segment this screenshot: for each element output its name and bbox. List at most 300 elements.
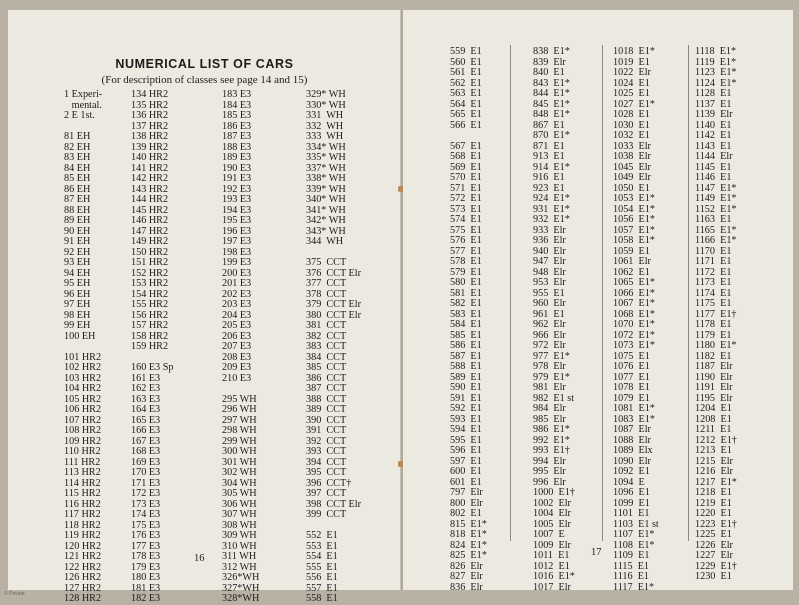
car-list-entry: 300 WH (222, 446, 257, 457)
car-list-entry: 154 HR2 (131, 288, 169, 300)
car-list-entry: 1094 E (613, 476, 645, 488)
car-list-entry: 984 Elr (533, 403, 566, 414)
car-list-entry: 330* WH (306, 99, 346, 111)
car-list-entry: 1213 E1 (695, 445, 732, 456)
car-list-entry: 1115 E1 (613, 560, 650, 572)
car-list-entry: 210 E3 (222, 372, 252, 384)
car-list-entry: 150 HR2 (131, 246, 169, 258)
car-list-entry: 174 E3 (131, 509, 161, 520)
car-list-entry: 587 E1 (450, 350, 482, 362)
image-credit: © Private (4, 591, 25, 597)
car-list-entry: 158 HR2 (131, 330, 169, 342)
car-list-entry: 960 Elr (533, 298, 566, 309)
car-list-entry: 867 E1 (533, 119, 565, 131)
car-list-entry: 1038 Elr (613, 151, 651, 162)
car-list-entry: 162 E3 (131, 383, 161, 394)
car-list-entry: 1226 Elr (695, 539, 733, 551)
car-list-entry: 344 WH (306, 236, 344, 247)
car-list-entry: 392 CCT (306, 435, 347, 447)
car-list-entry: 383 CCT (306, 341, 347, 352)
car-list-entry: 1016 E1* (533, 571, 575, 582)
car-list-entry: 932 E1* (533, 214, 570, 225)
car-list-entry: 844 E1* (533, 88, 570, 99)
left-column-1 (64, 90, 102, 605)
car-list-entry: 590 E1 (450, 382, 482, 393)
car-list-entry: 553 E1 (306, 540, 338, 552)
car-list-entry: 176 E3 (131, 530, 161, 541)
car-list-entry: 83 EH (64, 152, 91, 163)
car-list-entry: 982 E1 st (533, 392, 575, 404)
car-list-entry: 1022 Elr (613, 67, 651, 78)
car-list-entry: 302 WH (222, 467, 257, 478)
page-number-right: 17 (591, 547, 602, 558)
right-column-1 (450, 47, 487, 593)
car-list-entry: 1119 E1* (695, 56, 737, 68)
car-list-entry: 107 HR2 (64, 414, 102, 426)
car-list-entry: 390 CCT (306, 414, 347, 426)
car-list-entry: 156 HR2 (131, 309, 169, 321)
car-list-entry: 1146 E1 (695, 172, 732, 183)
car-list-entry: 96 EH (64, 288, 91, 300)
car-list-entry: 1053 E1* (613, 193, 655, 204)
car-list-entry: 588 E1 (450, 361, 482, 372)
car-list-entry: 1204 E1 (695, 403, 732, 414)
car-list-entry: 1033 Elr (613, 140, 651, 152)
car-list-entry: 1212 E1† (695, 434, 737, 446)
car-list-entry: 201 E3 (222, 278, 252, 289)
car-list-entry: 298 WH (222, 425, 257, 436)
car-list-entry: 140 HR2 (131, 152, 169, 163)
car-list-entry: 85 EH (64, 173, 91, 184)
car-list-entry: 312 WH (222, 561, 257, 573)
right-column-3 (613, 47, 659, 593)
car-list-entry: 167 E3 (131, 435, 161, 447)
car-list-entry: 569 E1 (450, 161, 482, 173)
car-list-entry: 1065 E1* (613, 277, 655, 288)
car-list-entry: 1027 E1* (613, 98, 655, 110)
car-list-entry: 143 HR2 (131, 183, 169, 195)
car-list-entry: 136 HR2 (131, 110, 169, 121)
car-list-entry: 142 HR2 (131, 173, 169, 184)
car-list-entry: 145 HR2 (131, 204, 169, 216)
car-list-entry: 86 EH (64, 183, 91, 195)
car-list-entry: 387 CCT (306, 383, 347, 394)
car-list-entry: 575 E1 (450, 224, 482, 236)
car-list-entry: 1218 E1 (695, 487, 732, 498)
car-list-entry: 836 Elr (450, 581, 483, 593)
car-list-entry: 144 HR2 (131, 194, 169, 205)
car-list-entry: 179 E3 (131, 561, 161, 573)
car-list-entry: 1172 E1 (695, 266, 732, 278)
car-list-entry: 578 E1 (450, 256, 482, 267)
car-list-entry: 1190 Elr (695, 371, 733, 383)
car-list-entry: 564 E1 (450, 98, 482, 110)
car-list-entry: 104 HR2 (64, 383, 102, 394)
car-list-entry: 1067 E1* (613, 298, 655, 309)
car-list-entry: 931 E1* (533, 203, 570, 215)
car-list-entry: 940 Elr (533, 245, 566, 257)
car-list-entry: 1025 E1 (613, 88, 650, 99)
left-column-2 (131, 90, 173, 605)
car-list-entry: 923 E1 (533, 182, 565, 194)
car-list-entry: 109 HR2 (64, 435, 102, 447)
car-list-entry: 1099 E1 (613, 497, 650, 509)
car-list-entry: 1009 Elr (533, 539, 571, 551)
car-list-entry: 309 WH (222, 530, 257, 541)
right-page (403, 10, 793, 593)
car-list-entry: mental. (64, 99, 102, 111)
car-list-entry: 149 HR2 (131, 236, 169, 247)
car-list-entry: 101 HR2 (64, 351, 102, 363)
car-list-entry: 567 E1 (450, 140, 482, 152)
car-list-entry: 1072 E1* (613, 329, 655, 341)
car-list-entry: 382 CCT (306, 330, 347, 342)
car-list-entry: 110 HR2 (64, 446, 101, 457)
car-list-entry: 299 WH (222, 435, 257, 447)
car-list-entry: 311 WH (222, 551, 257, 562)
car-list-entry: 558 E1 (306, 593, 338, 604)
car-list-entry: 139 HR2 (131, 141, 169, 153)
car-list-entry: 827 Elr (450, 571, 483, 582)
car-list-entry: 1070 E1* (613, 319, 655, 330)
car-list-entry: 1217 E1* (695, 476, 737, 488)
car-list-entry: 554 E1 (306, 551, 338, 562)
car-list-entry: 189 E3 (222, 152, 252, 163)
car-list-entry: 376 CCT Elr (306, 267, 361, 279)
car-list-entry: 168 E3 (131, 446, 161, 457)
car-list-entry: 559 E1 (450, 46, 482, 57)
car-list-entry: 1171 E1 (695, 256, 732, 267)
car-list-entry: 555 E1 (306, 561, 338, 573)
car-list-entry: 848 E1* (533, 109, 570, 120)
car-list-entry: 589 E1 (450, 371, 482, 383)
car-list-entry: 152 HR2 (131, 267, 169, 279)
car-list-entry: 165 E3 (131, 414, 161, 426)
car-list-entry: 1032 E1 (613, 130, 650, 141)
car-list-entry: 1068 E1* (613, 308, 655, 320)
car-list-entry: 115 HR2 (64, 488, 101, 499)
car-list-entry: 572 E1 (450, 193, 482, 204)
car-list-entry: 89 EH (64, 215, 91, 226)
car-list-entry: 1066 E1* (613, 287, 655, 299)
car-list-entry: 1145 E1 (695, 161, 732, 173)
car-list-entry: 1195 Elr (695, 392, 733, 404)
car-list-entry: 1191 Elr (695, 382, 733, 393)
car-list-entry: 993 E1† (533, 445, 570, 456)
car-list-entry: 1028 E1 (613, 109, 650, 120)
car-list-entry: 591 E1 (450, 392, 482, 404)
car-list-entry: 185 E3 (222, 110, 252, 121)
car-list-entry: 1177 E1† (695, 308, 737, 320)
car-list-entry: 1123 E1* (695, 67, 737, 78)
car-list-entry: 153 HR2 (131, 278, 169, 289)
car-list-entry: 81 EH (64, 131, 91, 142)
car-list-entry: 1227 Elr (695, 550, 733, 561)
car-list-entry: 342* WH (306, 215, 346, 226)
car-list-entry: 581 E1 (450, 287, 482, 299)
car-list-entry: 128 HR2 (64, 593, 102, 604)
car-list-entry: 838 E1* (533, 46, 570, 57)
car-list-entry: 552 E1 (306, 530, 338, 541)
car-list-entry: 202 E3 (222, 288, 252, 300)
car-list-entry: 1225 E1 (695, 529, 732, 540)
car-list-entry: 1173 E1 (695, 277, 732, 288)
car-list-entry: 992 E1* (533, 434, 570, 446)
car-list-entry: 146 HR2 (131, 215, 169, 226)
car-list-entry: 1101 E1 (613, 508, 650, 519)
car-list-entry: 916 E1 (533, 172, 565, 183)
car-list-entry: 381 CCT (306, 320, 347, 331)
car-list-entry: 1089 Elx (613, 445, 653, 456)
car-list-entry: 573 E1 (450, 203, 482, 215)
car-list-entry: 1182 E1 (695, 350, 732, 362)
car-list-entry: 169 E3 (131, 456, 161, 468)
car-list-entry: 379 CCT Elr (306, 299, 361, 310)
car-list-entry: 981 Elr (533, 382, 566, 393)
car-list-entry: 331 WH (306, 110, 344, 121)
car-list-entry: 1124 E1* (695, 77, 737, 89)
car-list-entry: 1215 Elr (695, 455, 733, 467)
car-list-entry: 1079 E1 (613, 392, 650, 404)
car-list-entry: 1149 E1* (695, 193, 737, 204)
car-list-entry: 334* WH (306, 141, 346, 153)
car-list-entry: 1061 Elr (613, 256, 651, 267)
car-list-entry: 1045 Elr (613, 161, 651, 173)
car-list-entry: 1170 E1 (695, 245, 732, 257)
car-list-entry: 961 E1 (533, 308, 565, 320)
car-list-entry: 584 E1 (450, 319, 482, 330)
car-list-entry: 84 EH (64, 162, 91, 174)
car-list-entry: 113 HR2 (64, 467, 101, 478)
car-list-entry: 936 Elr (533, 235, 566, 246)
car-list-entry: 166 E3 (131, 425, 161, 436)
car-list-entry: 341* WH (306, 204, 346, 216)
car-list-entry: 1059 E1 (613, 245, 650, 257)
car-list-entry: 840 E1 (533, 67, 565, 78)
car-list-entry: 103 HR2 (64, 372, 102, 384)
car-list-entry: 138 HR2 (131, 131, 169, 142)
car-list-entry: 160 E3 Sp (131, 362, 174, 373)
list-subtitle: (For description of classes see page 14 and 15) (101, 74, 308, 86)
car-list-entry: 843 E1* (533, 77, 570, 89)
car-list-entry: 194 E3 (222, 204, 252, 216)
column-rule-3 (688, 45, 689, 541)
car-list-entry: 171 E3 (131, 477, 161, 489)
right-column-4 (695, 47, 737, 583)
car-list-entry: 1012 E1 (533, 560, 570, 572)
car-list-entry: 948 Elr (533, 266, 566, 278)
car-list-entry: 962 Elr (533, 319, 566, 330)
car-list-entry: 800 Elr (450, 497, 483, 509)
car-list-entry: 343* WH (306, 225, 346, 237)
car-list-entry: 180 E3 (131, 572, 161, 583)
car-list-entry: 1230 E1 (695, 571, 732, 582)
car-list-entry: 582 E1 (450, 298, 482, 309)
car-list-entry: 1180 E1* (695, 340, 737, 351)
car-list-entry: 393 CCT (306, 446, 347, 457)
car-list-entry: 1005 Elr (533, 518, 571, 530)
car-list-entry: 102 HR2 (64, 362, 102, 373)
car-list-entry: 1096 E1 (613, 487, 650, 498)
car-list-entry: 95 EH (64, 278, 91, 289)
left-column-3 (222, 90, 259, 605)
car-list-entry: 195 E3 (222, 215, 252, 226)
car-list-entry: 1137 E1 (695, 98, 732, 110)
car-list-entry: 568 E1 (450, 151, 482, 162)
car-list-entry: 2 E 1st. (64, 110, 95, 121)
list-title: NUMERICAL LIST OF CARS (115, 57, 294, 71)
left-column-4 (306, 90, 361, 605)
car-list-entry: 208 E3 (222, 351, 252, 363)
car-list-entry: 577 E1 (450, 245, 482, 257)
car-list-entry: 98 EH (64, 309, 91, 321)
car-list-entry: 1056 E1* (613, 214, 655, 225)
car-list-entry: 126 HR2 (64, 572, 102, 583)
car-list-entry: 394 CCT (306, 456, 347, 468)
car-list-entry: 134 HR2 (131, 89, 169, 100)
car-list-entry: 1107 E1* (613, 529, 655, 540)
car-list-entry: 203 E3 (222, 299, 252, 310)
car-list-entry: 193 E3 (222, 194, 252, 205)
car-list-entry: 802 E1 (450, 508, 482, 519)
car-list-entry: 1178 E1 (695, 319, 732, 330)
car-list-entry: 377 CCT (306, 278, 347, 289)
car-list-entry: 396 CCT† (306, 477, 352, 489)
car-list-entry: 117 HR2 (64, 509, 101, 520)
car-list-entry: 380 CCT Elr (306, 309, 361, 321)
car-list-entry: 164 E3 (131, 404, 161, 415)
car-list-entry: 1211 E1 (695, 424, 732, 435)
car-list-entry: 1004 Elr (533, 508, 571, 519)
car-list-entry: 1088 Elr (613, 434, 651, 446)
car-list-entry: 310 WH (222, 540, 257, 552)
car-list-entry: 205 E3 (222, 320, 252, 331)
car-list-entry: 137 HR2 (131, 120, 169, 132)
car-list-entry: 1117 E1* (613, 581, 655, 593)
car-list-entry: 108 HR2 (64, 425, 102, 436)
car-list-entry: 327*WH (222, 582, 260, 594)
car-list-entry: 197 E3 (222, 236, 252, 247)
car-list-entry: 170 E3 (131, 467, 161, 478)
car-list-entry: 116 HR2 (64, 498, 101, 510)
car-list-entry: 972 Elr (533, 340, 566, 351)
car-list-entry: 1109 E1 (613, 550, 650, 561)
car-list-entry: 151 HR2 (131, 257, 169, 268)
car-list-entry: 338* WH (306, 173, 346, 184)
car-list-entry: 206 E3 (222, 330, 252, 342)
car-list-entry: 91 EH (64, 236, 91, 247)
car-list-entry: 308 WH (222, 519, 257, 531)
car-list-entry: 953 Elr (533, 277, 566, 288)
car-list-entry: 1116 E1 (613, 571, 650, 582)
car-list-entry (450, 131, 487, 142)
car-list-entry: 1139 Elr (695, 109, 733, 120)
car-list-entry: 1030 E1 (613, 119, 650, 131)
car-list-entry: 870 E1* (533, 130, 570, 141)
car-list-entry: 333 WH (306, 131, 344, 142)
car-list-entry: 186 E3 (222, 120, 252, 132)
column-rule-2 (602, 45, 603, 541)
car-list-entry: 563 E1 (450, 88, 482, 99)
car-list-entry: 600 E1 (450, 466, 482, 477)
car-list-entry: 340* WH (306, 194, 346, 205)
car-list-entry: 1049 Elr (613, 172, 651, 183)
car-list-entry: 147 HR2 (131, 225, 169, 237)
car-list-entry: 557 E1 (306, 582, 338, 594)
car-list-entry: 1229 E1† (695, 560, 737, 572)
car-list-entry: 1142 E1 (695, 130, 732, 141)
car-list-entry: 1118 E1* (695, 46, 737, 57)
car-list-entry: 594 E1 (450, 424, 482, 435)
car-list-entry: 335* WH (306, 152, 346, 163)
car-list-entry: 296 WH (222, 404, 257, 415)
car-list-entry: 1081 E1* (613, 403, 655, 414)
car-list-entry: 986 E1* (533, 424, 570, 435)
car-list-entry: 574 E1 (450, 214, 482, 225)
car-list-entry: 583 E1 (450, 308, 482, 320)
car-list-entry: 135 HR2 (131, 99, 169, 111)
car-list-entry: 384 CCT (306, 351, 347, 363)
car-list-entry: 1103 E1 st (613, 518, 659, 530)
car-list-entry: 562 E1 (450, 77, 482, 89)
car-list-entry: 1058 E1* (613, 235, 655, 246)
car-list-entry: 307 WH (222, 509, 257, 520)
car-list-entry: 592 E1 (450, 403, 482, 414)
car-list-entry: 818 E1* (450, 529, 487, 540)
car-list-entry: 88 EH (64, 204, 91, 216)
car-list-entry: 326*WH (222, 572, 260, 583)
car-list-entry: 93 EH (64, 257, 91, 268)
car-list-entry: 207 E3 (222, 341, 252, 352)
car-list-entry: 200 E3 (222, 267, 252, 279)
car-list-entry: 1018 E1* (613, 46, 655, 57)
column-rule-1 (510, 45, 511, 541)
car-list-entry: 825 E1* (450, 550, 487, 561)
car-list-entry: 1144 Elr (695, 151, 733, 162)
car-list-entry: 329* WH (306, 89, 346, 100)
car-list-entry: 99 EH (64, 320, 91, 331)
car-list-entry: 839 Elr (533, 56, 566, 68)
car-list-entry: 566 E1 (450, 119, 482, 131)
car-list-entry: 571 E1 (450, 182, 482, 194)
car-list-entry: 87 EH (64, 194, 91, 205)
car-list-entry: 100 EH (64, 330, 96, 342)
car-list-entry: 1166 E1* (695, 235, 737, 246)
car-list-entry: 1220 E1 (695, 508, 732, 519)
car-list-entry: 579 E1 (450, 266, 482, 278)
car-list-entry: 978 Elr (533, 361, 566, 372)
car-list-entry: 97 EH (64, 299, 91, 310)
car-list-entry: 1108 E1* (613, 539, 655, 551)
car-list-entry: 182 E3 (131, 593, 161, 604)
car-list-entry: 595 E1 (450, 434, 482, 446)
car-list-entry: 192 E3 (222, 183, 252, 195)
car-list-entry: 172 E3 (131, 488, 161, 499)
car-list-entry: 1078 E1 (613, 382, 650, 393)
car-list-entry: 106 HR2 (64, 404, 102, 415)
car-list-entry: 173 E3 (131, 498, 161, 510)
car-list-entry: 1152 E1* (695, 203, 737, 215)
car-list-entry: 177 E3 (131, 540, 161, 552)
car-list-entry: 339* WH (306, 183, 346, 195)
car-list-entry: 947 Elr (533, 256, 566, 267)
car-list-entry: 586 E1 (450, 340, 482, 351)
car-list-entry: 122 HR2 (64, 561, 102, 573)
car-list-entry: 386 CCT (306, 372, 347, 384)
car-list-entry: 1002 Elr (533, 497, 571, 509)
car-list-entry: 1024 E1 (613, 77, 650, 89)
car-list-entry: 181 E3 (131, 582, 161, 594)
